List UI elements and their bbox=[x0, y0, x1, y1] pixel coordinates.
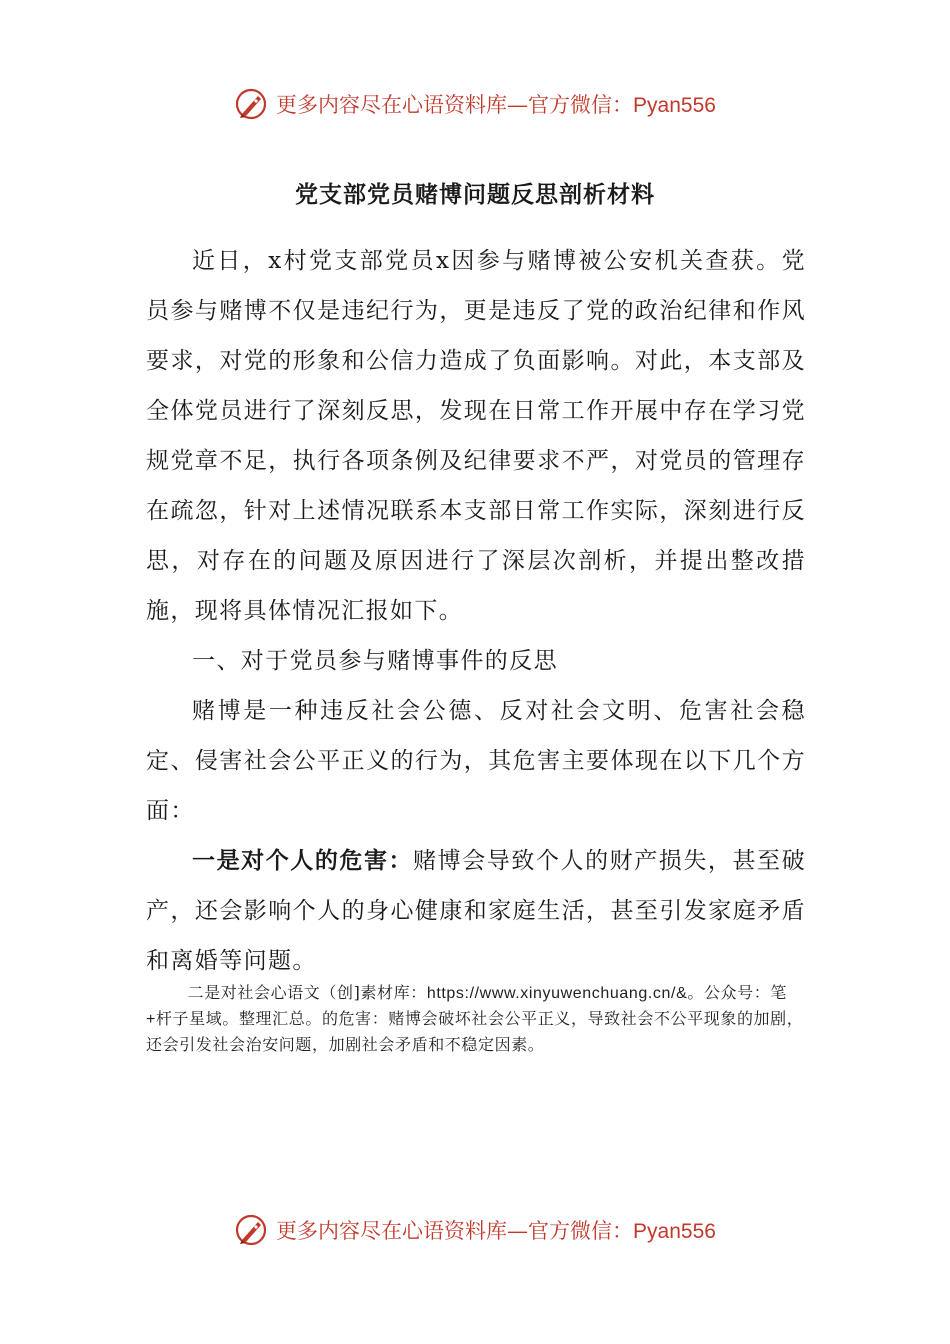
paragraph-harms-intro: 赌博是一种违反社会公德、反对社会文明、危害社会稳定、侵害社会公平正义的行为，其危害主要体现在以下几个方面： bbox=[146, 698, 806, 824]
document-title: 党支部党员赌博问题反思剖析材料 bbox=[295, 181, 655, 208]
footer-banner bbox=[0, 1210, 950, 1250]
personal-harm-text: 赌博会导致个人的财产损失，甚至破产，还会影响个人的身心健康和家庭生活，甚至引发家庭矛盾和离婚等问题。 bbox=[146, 848, 806, 974]
pen-logo-icon bbox=[234, 1213, 268, 1247]
document-body bbox=[146, 236, 806, 986]
source-url-link[interactable]: https://www.xinyuwenchuang.cn/& bbox=[426, 985, 688, 1002]
paragraph-personal-harm bbox=[146, 836, 806, 986]
banner-text: 更多内容尽在心语资料库—官方微信：Pyan556 bbox=[276, 93, 716, 117]
banner-text: 更多内容尽在心语资料库—官方微信：Pyan556 bbox=[276, 1219, 716, 1243]
paragraph-intro: 近日，x村党支部党员x因参与赌博被公安机关查获。党员参与赌博不仅是违纪行为，更是违反了党的政治纪律和作风要求，对党的形象和公信力造成了负面影响。对此，本支部及全体党员进行了深刻反思，发现在日常工作开展中存在学习党规党章不足，执行各项条例及纪律要求不严，对党员的管理存在疏忽，针对上述情况联系本支部日常工作实际，深刻进行反思，对存在的问题及原因进行了深层次剖析，并提出整改措施，现将具体情况汇报如下。 bbox=[146, 248, 806, 624]
personal-harm-label: 一是对个人的危害： bbox=[192, 847, 414, 874]
paragraph-social-harm-note: 二是对社会心语文（创]素材库：https://www.xinyuwenchuang.cn/&。公众号：笔+杆子星域。整理汇总。的危害：赌博会破坏社会公平正义，导致社会不公平现象的加剧，还会引发社会治安问题，加剧社会矛盾和不稳定因素。 bbox=[146, 983, 804, 1054]
section-heading-1: 一、对于党员参与赌博事件的反思 bbox=[192, 648, 558, 674]
pen-logo-icon bbox=[234, 87, 268, 121]
header-banner bbox=[0, 84, 950, 124]
